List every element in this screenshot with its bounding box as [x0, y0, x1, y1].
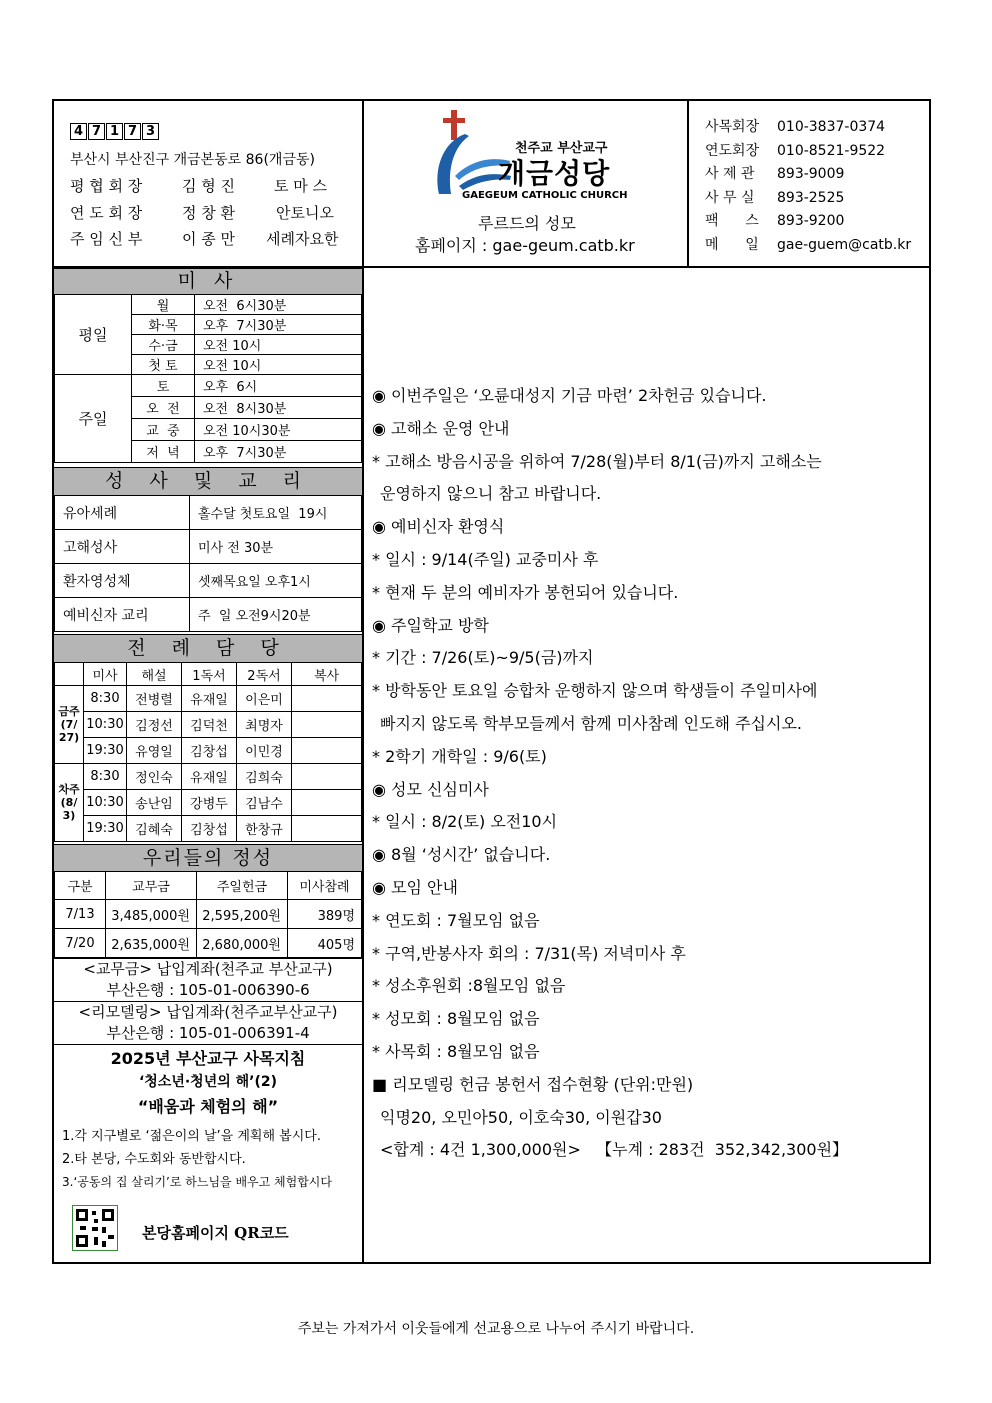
week-label: 차주(8/3)	[55, 764, 84, 842]
liturgy-cell: 8:30	[84, 686, 127, 712]
offering-cell: 2,680,000원	[197, 929, 288, 958]
liturgy-cell: 한창규	[237, 816, 292, 842]
liturgy-header: 1독서	[182, 663, 237, 686]
liturgy-header: 해설	[127, 663, 182, 686]
officer-role: 주 임 신 부	[70, 230, 143, 248]
liturgy-cell: 김덕천	[182, 712, 237, 738]
pastoral-items	[62, 1125, 332, 1194]
liturgy-cell: 19:30	[84, 816, 127, 842]
mass-title: 미 사	[54, 268, 362, 295]
contact-row: 연도회장 010-8521-9522	[705, 142, 886, 159]
notice-heading: ◉ 8월 ‘성시간’ 없습니다.	[372, 845, 551, 865]
offering-header: 교무금	[106, 872, 197, 900]
liturgy-cell	[292, 790, 362, 816]
contact-row: 사 무 실 893-2525	[705, 189, 845, 206]
notice-line: * 현재 두 분의 예비자가 봉헌되어 있습니다.	[372, 582, 679, 602]
account-block	[54, 958, 362, 1045]
officer-baptism: 토 마 스	[274, 177, 328, 195]
liturgy-cell: 유재일	[182, 686, 237, 712]
notice-line: * 일시 : 9/14(주일) 교중미사 후	[372, 550, 599, 569]
notice-line: * 고해소 방음시공을 위하여 7/28(월)부터 8/1(금)까지 고해소는	[372, 451, 822, 471]
liturgy-cell	[292, 738, 362, 764]
liturgy-cell: 김정선	[127, 712, 182, 738]
sacrament-name: 환자영성체	[55, 564, 190, 598]
notice-line: * 일시 : 8/2(토) 오전10시	[372, 812, 558, 832]
offering-cell: 7/20	[55, 929, 106, 958]
mass-day: 토	[132, 375, 195, 397]
notice-line: * 기간 : 7/26(토)~9/5(금)까지	[372, 648, 594, 668]
contact-list	[705, 116, 911, 257]
offering-table	[54, 871, 362, 958]
sacrament-name: 예비신자 교리	[55, 598, 190, 632]
liturgy-cell: 강병두	[182, 790, 237, 816]
zip-digit: 4	[70, 123, 87, 140]
liturgy-cell	[292, 686, 362, 712]
liturgy-cell: 김혜숙	[127, 816, 182, 842]
account-title: <교무금> 납입계좌(천주교 부산교구)	[83, 960, 333, 978]
zip-digit: 3	[142, 123, 159, 140]
mass-day: 첫 토	[132, 355, 195, 375]
liturgy-cell: 김창섭	[182, 738, 237, 764]
mass-day: 수·금	[132, 335, 195, 355]
notice-line: * 성모회 : 8월모임 없음	[372, 1009, 540, 1029]
mass-time: 오전 10시	[195, 335, 362, 355]
liturgy-cell: 유재일	[182, 764, 237, 790]
qr-code-icon[interactable]	[72, 1205, 118, 1251]
liturgy-cell: 김창섭	[182, 816, 237, 842]
offering-title: 우리들의 정성	[54, 844, 362, 872]
mass-time: 오전 10시30분	[195, 419, 362, 441]
account-number: 부산은행 : 105-01-006390-6	[54, 980, 362, 1002]
notice-heading: ◉ 고해소 운영 안내	[372, 418, 510, 438]
pastoral-item: 3.‘공동의 집 살리기’로 하느님을 배우고 체험합시다	[62, 1175, 332, 1189]
offering-cell: 3,485,000원	[106, 900, 197, 929]
liturgy-table	[54, 662, 362, 842]
footer-note: 주보는 가져가서 이웃들에게 선교용으로 나누어 주시기 바랍니다.	[297, 1321, 695, 1337]
offering-cell: 2,595,200원	[197, 900, 288, 929]
account-title: <리모델링> 납입계좌(천주교부산교구)	[78, 1003, 338, 1021]
officer-role: 평 협 회 장	[70, 177, 143, 195]
notice-heading: ◉ 모임 안내	[372, 878, 458, 897]
liturgy-cell	[292, 764, 362, 790]
liturgy-cell: 김희숙	[237, 764, 292, 790]
mass-time: 오전 6시30분	[195, 295, 362, 315]
mass-day: 화·목	[132, 315, 195, 335]
qr-label: 본당홈페이지 QR코드	[142, 1224, 289, 1242]
liturgy-cell: 이은미	[237, 686, 292, 712]
liturgy-cell: 최명자	[237, 712, 292, 738]
officer-name: 이 종 만	[182, 230, 236, 248]
contact-row: 사 제 관 893-9009	[705, 166, 845, 182]
header-divider	[687, 99, 689, 267]
officer-baptism: 안토니오	[276, 204, 334, 222]
offering-cell: 7/13	[55, 900, 106, 929]
officer-name: 김 형 진	[182, 177, 236, 195]
pastoral-item: 2.타 본당, 수도회와 동반합시다.	[62, 1152, 246, 1167]
notice-line: * 사목회 : 8월모임 없음	[372, 1042, 540, 1061]
notice-line: <합계 : 4건 1,300,000원> 【누계 : 283건 352,342,300원】	[380, 1140, 849, 1160]
sacraments-table	[54, 495, 362, 632]
mass-time: 오전 10시	[195, 355, 362, 375]
notice-heading: ◉ 이번주일은 ‘오륜대성지 기금 마련’ 2차헌금 있습니다.	[372, 386, 767, 405]
sacraments-title: 성 사 및 교 리	[54, 467, 362, 496]
zip-digit: 1	[106, 123, 123, 140]
liturgy-cell: 정인숙	[127, 764, 182, 790]
zip-code	[70, 120, 160, 140]
liturgy-cell: 유영일	[127, 738, 182, 764]
mass-day: 월	[132, 295, 195, 315]
offering-header: 미사참례	[288, 872, 362, 900]
sacrament-time: 홀수달 첫토요일 19시	[190, 496, 362, 530]
contact-row: 팩 스 893-9200	[705, 213, 845, 229]
liturgy-header: 2독서	[237, 663, 292, 686]
liturgy-title: 전 례 담 당	[54, 634, 362, 663]
pastoral-title: 2025년 부산교구 사목지침	[110, 1049, 306, 1068]
notice-heading: ◉ 예비신자 환영식	[372, 517, 505, 537]
contact-row: 메 일 gae-guem@catb.kr	[705, 236, 912, 253]
homepage-url: 홈페이지 : gae-geum.catb.kr	[415, 236, 635, 255]
pastoral-item: 1.각 지구별로 ‘젊은이의 날’을 계획해 봅시다.	[62, 1129, 321, 1144]
column-divider	[362, 99, 364, 1264]
notice-heading: ◉ 성모 신심미사	[372, 779, 489, 799]
offering-header: 주일헌금	[197, 872, 288, 900]
patron-name: 루르드의 성모	[478, 214, 576, 233]
mass-time: 오전 8시30분	[195, 397, 362, 419]
liturgy-cell: 19:30	[84, 738, 127, 764]
pastoral-motto: “배움과 체험의 해”	[137, 1097, 279, 1116]
officer-role: 연 도 회 장	[70, 204, 143, 222]
liturgy-cell: 전병렬	[127, 686, 182, 712]
offering-cell: 405명	[288, 929, 362, 958]
mass-table	[54, 294, 362, 463]
liturgy-cell: 10:30	[84, 790, 127, 816]
notice-line: * 구역,반봉사자 회의 : 7/31(목) 저녁미사 후	[372, 943, 686, 963]
zip-digit: 7	[88, 123, 105, 140]
sacrament-time: 셋째목요일 오후1시	[190, 564, 362, 598]
notice-line: * 성소후원회 :8월모임 없음	[372, 976, 566, 996]
liturgy-cell	[292, 816, 362, 842]
diocese-name: 천주교 부산교구	[515, 141, 608, 156]
offering-cell: 2,635,000원	[106, 929, 197, 958]
liturgy-cell: 10:30	[84, 712, 127, 738]
liturgy-cell: 8:30	[84, 764, 127, 790]
mass-day: 오 전	[132, 397, 195, 419]
sacrament-name: 유아세례	[55, 496, 190, 530]
notice-line: 빠지지 않도록 학부모들께서 함께 미사참례 인도해 주십시오.	[380, 714, 803, 733]
offering-cell: 389명	[288, 900, 362, 929]
weekday-label: 평일	[55, 295, 132, 375]
zip-digit: 7	[124, 123, 141, 140]
offering-header: 구분	[55, 872, 106, 900]
mass-time: 오후 6시	[195, 375, 362, 397]
sacrament-time: 주 일 오전9시20분	[190, 598, 362, 632]
officer-baptism: 세례자요한	[266, 230, 339, 248]
notice-heading: ■ 리모델링 헌금 봉헌서 접수현황 (단위:만원)	[372, 1074, 694, 1094]
week-label: 금주(7/27)	[55, 686, 84, 764]
church-address: 부산시 부산진구 개금본동로 86(개금동)	[70, 152, 315, 168]
notice-line: 익명20, 오민아50, 이호숙30, 이원갑30	[380, 1107, 662, 1127]
mass-day: 교 중	[132, 419, 195, 441]
liturgy-header: 미사	[84, 663, 127, 686]
liturgy-header: 복사	[292, 663, 362, 686]
mass-time: 오후 7시30분	[195, 441, 362, 463]
notice-heading: ◉ 주일학교 방학	[372, 615, 489, 635]
notice-line: 운영하지 않으니 참고 바랍니다.	[380, 484, 602, 504]
mass-time: 오후 7시30분	[195, 315, 362, 335]
sunday-label: 주일	[55, 375, 132, 463]
liturgy-cell	[292, 712, 362, 738]
account-number: 부산은행 : 105-01-006391-4	[54, 1023, 362, 1045]
liturgy-cell: 송난임	[127, 790, 182, 816]
notice-line: * 2학기 개학일 : 9/6(토)	[372, 746, 547, 766]
liturgy-cell: 이민경	[237, 738, 292, 764]
notice-line: * 연도회 : 7월모임 없음	[372, 910, 540, 930]
liturgy-cell: 김남수	[237, 790, 292, 816]
officer-name: 정 창 환	[182, 204, 236, 222]
church-name-en: GAEGEUM CATHOLIC CHURCH	[462, 190, 628, 201]
contact-row: 사목회장 010-3837-0374	[705, 119, 886, 135]
notice-line: * 방학동안 토요일 승합차 운행하지 않으며 학생들이 주일미사에	[372, 681, 818, 701]
pastoral-subtitle: ‘청소년·청년의 해’(2)	[138, 1074, 278, 1090]
sacrament-time: 미사 전 30분	[190, 530, 362, 564]
church-name: 개금성당	[498, 157, 611, 190]
mass-day: 저 녁	[132, 441, 195, 463]
sacrament-name: 고해성사	[55, 530, 190, 564]
